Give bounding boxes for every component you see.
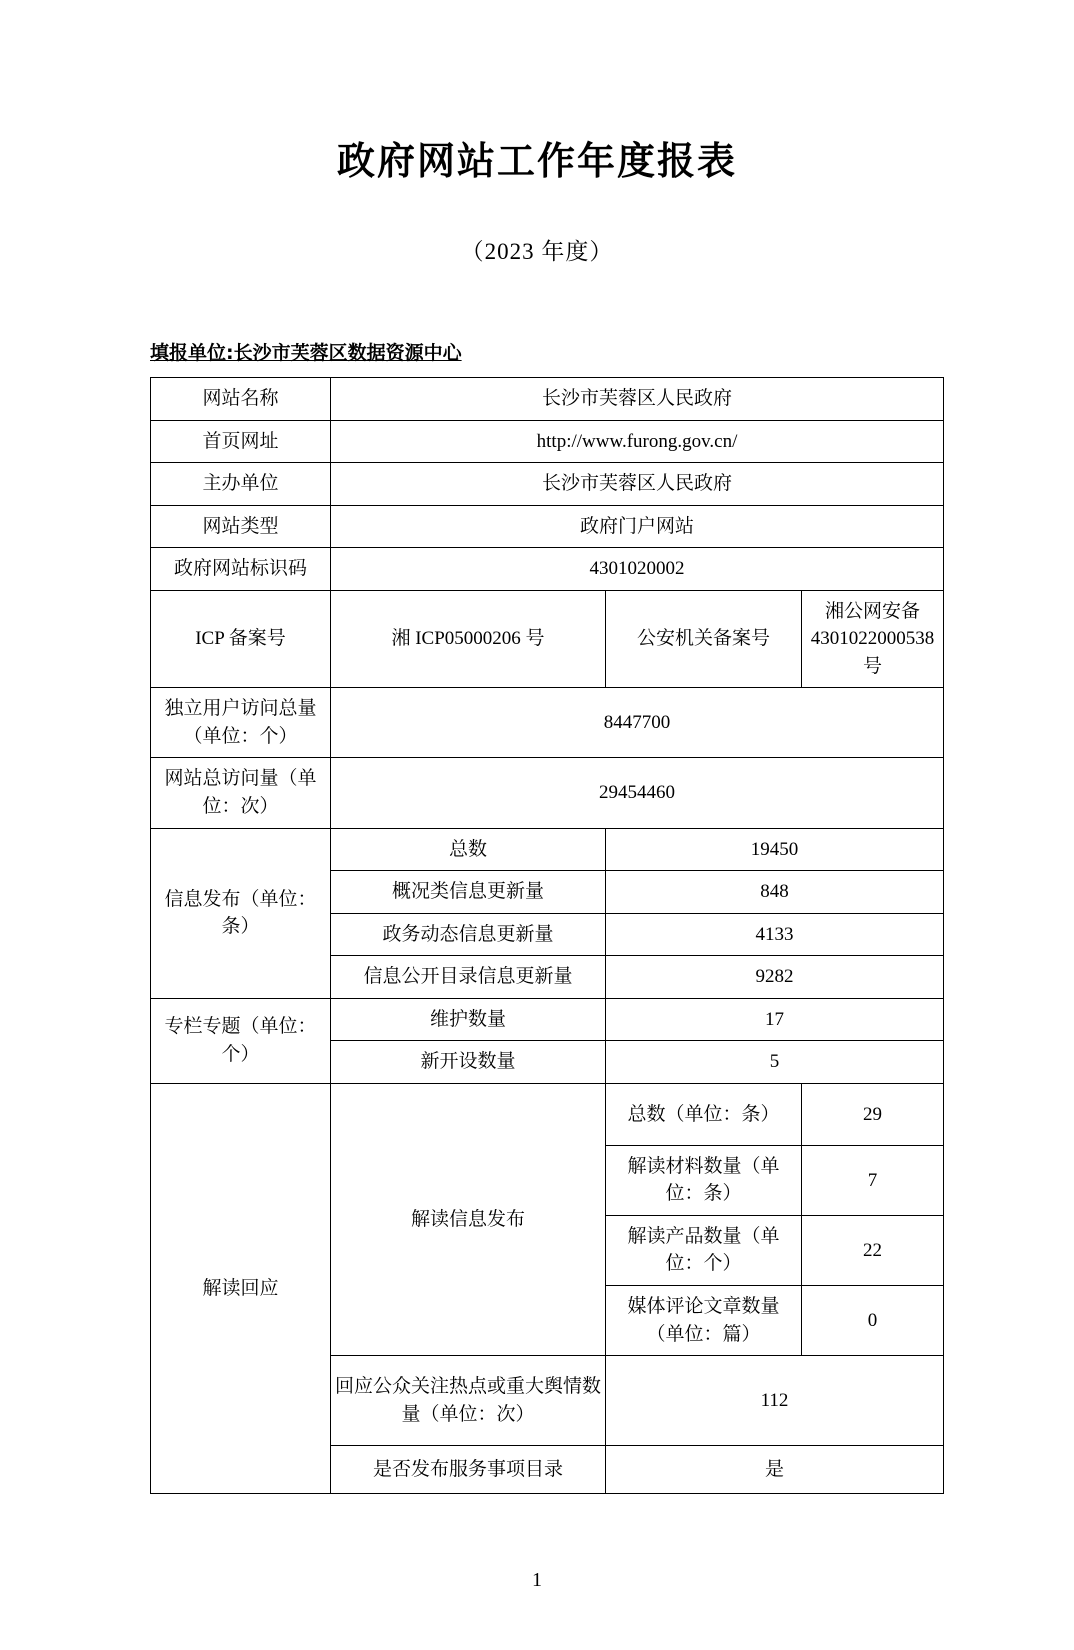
info-overview-value: 848 xyxy=(606,871,944,914)
table-row xyxy=(151,688,944,758)
info-overview-label: 概况类信息更新量 xyxy=(331,871,606,914)
interp-product-label: 解读产品数量（单位：个） xyxy=(606,1215,802,1285)
table-row xyxy=(151,378,944,421)
info-total-value: 19450 xyxy=(606,828,944,871)
icp-label: ICP 备案号 xyxy=(151,590,331,688)
unique-visitors-label: 独立用户访问总量（单位：个） xyxy=(151,688,331,758)
host-unit-value: 长沙市芙蓉区人民政府 xyxy=(331,463,944,506)
host-unit-label: 主办单位 xyxy=(151,463,331,506)
icp-value: 湘 ICP05000206 号 xyxy=(331,590,606,688)
reporting-unit: 填报单位:长沙市芙蓉区数据资源中心 xyxy=(150,342,462,364)
interp-media-label: 媒体评论文章数量（单位：篇） xyxy=(606,1286,802,1356)
interpretation-label: 解读回应 xyxy=(151,1083,331,1493)
site-code-label: 政府网站标识码 xyxy=(151,548,331,591)
total-visits-label: 网站总访问量（单位：次） xyxy=(151,758,331,828)
table-row xyxy=(151,505,944,548)
interp-material-value: 7 xyxy=(802,1145,944,1215)
homepage-label: 首页网址 xyxy=(151,420,331,463)
table-row xyxy=(151,420,944,463)
site-code-value: 4301020002 xyxy=(331,548,944,591)
info-dynamic-value: 4133 xyxy=(606,913,944,956)
column-new-value: 5 xyxy=(606,1041,944,1084)
table-row xyxy=(151,1083,944,1145)
site-type-value: 政府门户网站 xyxy=(331,505,944,548)
table-row xyxy=(151,758,944,828)
document-page xyxy=(0,130,1074,1650)
interp-media-value: 0 xyxy=(802,1286,944,1356)
interp-total-value: 29 xyxy=(802,1083,944,1145)
annual-report-table xyxy=(150,377,944,1494)
column-maintain-value: 17 xyxy=(606,998,944,1041)
table-row xyxy=(151,463,944,506)
police-record-value: 湘公网安备 4301022000538 号 xyxy=(802,590,944,688)
info-dynamic-label: 政务动态信息更新量 xyxy=(331,913,606,956)
site-type-label: 网站类型 xyxy=(151,505,331,548)
interpretation-publish-label: 解读信息发布 xyxy=(331,1083,606,1355)
site-name-label: 网站名称 xyxy=(151,378,331,421)
info-catalog-value: 9282 xyxy=(606,956,944,999)
table-row xyxy=(151,590,944,688)
info-catalog-label: 信息公开目录信息更新量 xyxy=(331,956,606,999)
interp-total-label: 总数（单位：条） xyxy=(606,1083,802,1145)
total-visits-value: 29454460 xyxy=(331,758,944,828)
service-catalog-value: 是 xyxy=(606,1446,944,1494)
table-row xyxy=(151,998,944,1041)
response-hot-value: 112 xyxy=(606,1356,944,1446)
unique-visitors-value: 8447700 xyxy=(331,688,944,758)
column-new-label: 新开设数量 xyxy=(331,1041,606,1084)
police-record-label: 公安机关备案号 xyxy=(606,590,802,688)
service-catalog-label: 是否发布服务事项目录 xyxy=(331,1446,606,1494)
site-name-value: 长沙市芙蓉区人民政府 xyxy=(331,378,944,421)
info-publish-label: 信息发布（单位：条） xyxy=(151,828,331,998)
column-special-label: 专栏专题（单位：个） xyxy=(151,998,331,1083)
page-title: 政府网站工作年度报表 xyxy=(336,139,737,183)
table-row xyxy=(151,548,944,591)
interp-material-label: 解读材料数量（单位：条） xyxy=(606,1145,802,1215)
interp-product-value: 22 xyxy=(802,1215,944,1285)
column-maintain-label: 维护数量 xyxy=(331,998,606,1041)
homepage-value: http://www.furong.gov.cn/ xyxy=(331,420,944,463)
page-number: 1 xyxy=(532,1569,542,1591)
table-row xyxy=(151,828,944,871)
page-subtitle: （2023 年度） xyxy=(460,239,614,264)
response-hot-label: 回应公众关注热点或重大舆情数量（单位：次） xyxy=(331,1356,606,1446)
info-total-label: 总数 xyxy=(331,828,606,871)
